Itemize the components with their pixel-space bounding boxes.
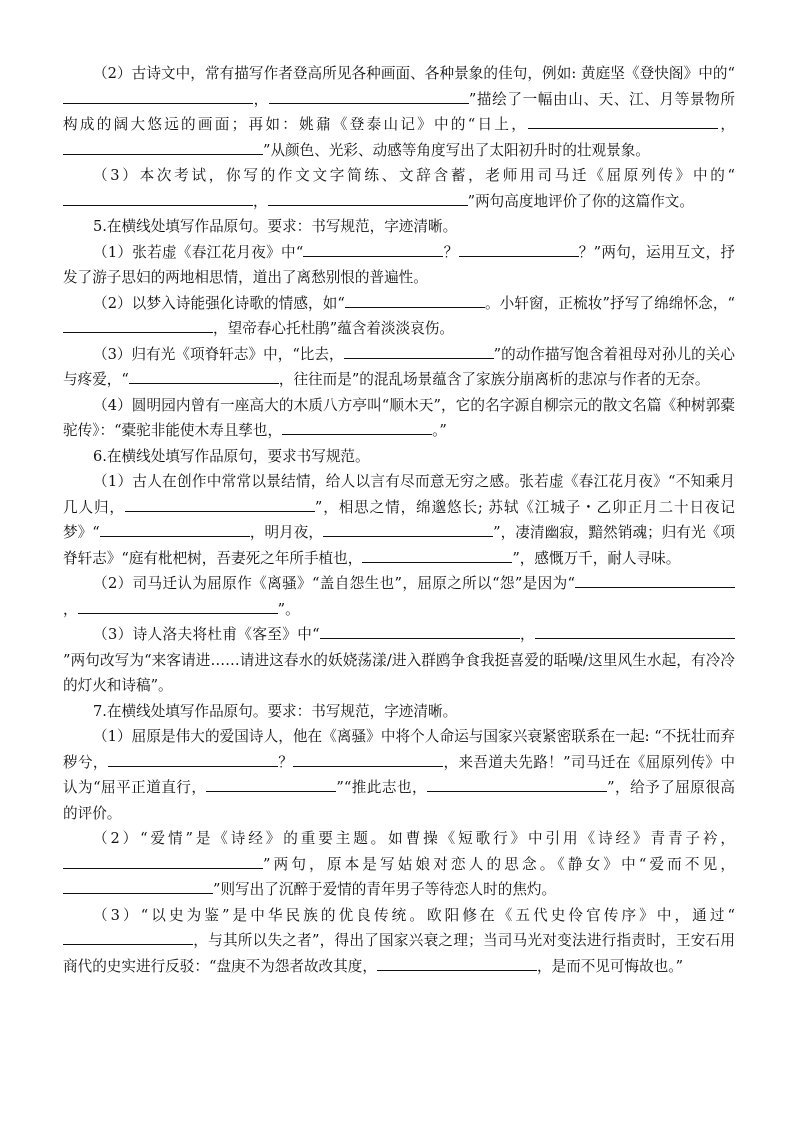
section-7-item-3 bbox=[63, 903, 735, 980]
answer-blank[interactable] bbox=[362, 546, 512, 563]
text-segment: （3）本次考试，你写的作文文字简练、文辞含蓄，老师用司马迁《屈原列传》中的“ bbox=[93, 167, 735, 184]
section-5-item-4 bbox=[63, 393, 735, 444]
answer-blank[interactable] bbox=[63, 87, 253, 104]
text-segment: ，是而不见可悔故也。” bbox=[536, 957, 684, 975]
text-segment: ，与其所以失之者”，得出了国家兴衰之理；当司马光对变法进行指责时，王安石用商代的史实进行反驳：“盘庚不为怨者故改其度， bbox=[63, 932, 735, 975]
answer-blank[interactable] bbox=[129, 367, 279, 384]
answer-blank[interactable] bbox=[344, 342, 494, 359]
answer-blank[interactable] bbox=[427, 775, 607, 792]
section-7-item-1 bbox=[63, 724, 735, 826]
section-6-item-2 bbox=[63, 571, 735, 622]
text-segment: ， bbox=[718, 116, 735, 133]
answer-blank[interactable] bbox=[108, 750, 278, 767]
answer-blank[interactable] bbox=[125, 495, 315, 512]
text-segment: （2）古诗文中，常有描写作者登高所见各种画面、各种景象的佳句，例如: 黄庭坚《登快阁》中的“ bbox=[93, 65, 735, 82]
text-segment: （2）司马迁认为屈原作《离骚》“盖自怨生也”，屈原之所以“怨”是因为“ bbox=[93, 575, 575, 592]
answer-blank[interactable] bbox=[63, 316, 213, 333]
answer-blank[interactable] bbox=[282, 418, 432, 435]
section-5-title: 5.在横线处填写作品原句。要求：书写规范，字迹清晰。 bbox=[93, 218, 458, 235]
text-segment: （3）“以史为鉴”是中华民族的优良传统。欧阳修在《五代史伶官传序》中，通过“ bbox=[93, 906, 735, 924]
text-segment: ”的动作描写饱含着祖母对孙儿的关心与疼爱，“ bbox=[63, 345, 736, 388]
answer-blank[interactable] bbox=[377, 954, 537, 971]
answer-blank[interactable] bbox=[63, 138, 263, 155]
section-7-item-2 bbox=[63, 826, 735, 903]
section-6-title: 6.在横线处填写作品原句，要求书写规范。 bbox=[93, 447, 370, 465]
answer-blank[interactable] bbox=[100, 520, 250, 537]
text-segment: ，来吾道夫先路！”司马迁在《屈原列传》中认为“屈平正道直行， bbox=[63, 753, 735, 796]
section-5-item-1 bbox=[63, 240, 735, 291]
answer-blank[interactable] bbox=[63, 852, 263, 869]
text-segment: ”描绘了一幅由山、天、江、月等景物所构成的阔大悠远的画面；再如：姚鼐《登泰山记》中的“日上， bbox=[63, 90, 735, 133]
text-segment: ”则写出了沉醉于爱情的青年男子等待恋人时的焦灼。 bbox=[213, 881, 557, 898]
text-segment: （3）归有光《项脊轩志》中，“比去， bbox=[93, 345, 344, 363]
answer-blank[interactable] bbox=[535, 622, 735, 639]
text-segment: ”两句改写为“来客请进……请进这春水的妖娆荡漾/进入群鸥争食我挺喜爱的聒噪/这里风生水起，有冷冷的灯火和诗稿”。 bbox=[63, 651, 735, 694]
answer-blank[interactable] bbox=[575, 571, 735, 588]
text-segment: （1）古人在创作中常常以景结情，给人以言有尽而意无穷之感。张若虚《春江花月夜》“不知乘月几人归， bbox=[63, 473, 735, 516]
text-segment: ， bbox=[63, 600, 78, 618]
text-segment: ”两句高度地评价了你的这篇作文。 bbox=[467, 192, 694, 210]
text-segment: ，明月夜， bbox=[249, 524, 324, 541]
answer-blank[interactable] bbox=[320, 622, 520, 639]
section-5-item-2 bbox=[63, 291, 735, 342]
text-segment: （1）屈原是伟大的爱国诗人，他在《离骚》中将个人命运与国家兴衰紧密联系在一起: “不抚壮而弃秽兮， bbox=[63, 728, 735, 771]
answer-blank[interactable] bbox=[528, 112, 718, 129]
section-5-item-3 bbox=[63, 342, 735, 393]
text-segment: ， bbox=[519, 626, 535, 643]
answer-blank[interactable] bbox=[268, 189, 468, 206]
answer-blank[interactable] bbox=[206, 775, 336, 792]
answer-blank[interactable] bbox=[323, 520, 493, 537]
answer-blank[interactable] bbox=[63, 877, 213, 894]
text-segment: ？”两句，运用互文，抒发了游子思妇的两地相思情，道出了离愁别恨的普遍性。 bbox=[63, 243, 735, 286]
text-segment: ”，给予了屈原很高的评价。 bbox=[63, 779, 735, 822]
answer-blank[interactable] bbox=[78, 597, 278, 614]
answer-blank[interactable] bbox=[63, 189, 253, 206]
text-segment: ”，相思之情，绵邈悠长; 苏轼《江城子・乙卯正月二十日夜记梦》“ bbox=[63, 498, 735, 541]
text-segment: ”，凄清幽寂，黯然销魂；归有光《项脊轩志》“庭有枇杷树，吾妻死之年所手植也， bbox=[63, 524, 735, 567]
text-segment: （3）诗人洛夫将杜甫《客至》中“ bbox=[93, 626, 320, 643]
answer-blank[interactable] bbox=[459, 240, 579, 257]
answer-blank[interactable] bbox=[345, 291, 485, 308]
section-6-item-1 bbox=[63, 469, 735, 571]
worksheet-content bbox=[63, 61, 735, 979]
text-segment: ， bbox=[253, 192, 268, 210]
question-3-qu-yuan-biography bbox=[63, 163, 735, 214]
answer-blank[interactable] bbox=[269, 87, 469, 104]
question-2-huangtingjian bbox=[63, 61, 735, 163]
text-segment: ”两句，原本是写姑娘对恋人的思念。《静女》中“爱而不见， bbox=[263, 855, 735, 873]
section-6-item-3 bbox=[63, 622, 735, 699]
text-segment: ，望帝春心托杜鹃”蕴含着淡淡哀伤。 bbox=[213, 320, 454, 337]
text-segment: ”，感慨万千，耐人寻味。 bbox=[512, 549, 681, 567]
text-segment: （1）张若虚《春江花月夜》中“ bbox=[93, 243, 304, 261]
text-segment: ”。 bbox=[277, 600, 300, 618]
text-segment: （2）“爱情”是《诗经》的重要主题。如曹操《短歌行》中引用《诗经》青青子衿， bbox=[93, 830, 735, 847]
text-segment: （2）以梦入诗能强化诗歌的情感，如“ bbox=[93, 294, 345, 312]
text-segment: ？ bbox=[443, 243, 459, 261]
answer-blank[interactable] bbox=[293, 750, 443, 767]
text-segment: （4）圆明园内曾有一座高大的木质八方亭叫“顺木天”，它的名字源自柳宗元的散文名篇《种树郭橐驼传》：“橐驼非能使木寿且孳也， bbox=[63, 396, 735, 439]
text-segment: ，往往而是”的混乱场景蕴含了家族分崩离析的悲凉与作者的无奈。 bbox=[278, 371, 710, 388]
section-7-title: 7.在横线处填写作品原句。要求：书写规范，字迹清晰。 bbox=[93, 702, 458, 720]
text-segment: 。小轩窗，正梳妆”抒写了绵绵怀念，“ bbox=[484, 294, 735, 312]
text-segment: ”“推此志也， bbox=[336, 779, 428, 796]
text-segment: ， bbox=[253, 90, 269, 108]
text-segment: ？ bbox=[277, 753, 294, 771]
answer-blank[interactable] bbox=[303, 240, 443, 257]
text-segment: ”从颜色、光彩、动感等角度写出了太阳初升时的壮观景象。 bbox=[263, 141, 650, 159]
text-segment: 。” bbox=[432, 422, 447, 439]
answer-blank[interactable] bbox=[63, 928, 193, 945]
